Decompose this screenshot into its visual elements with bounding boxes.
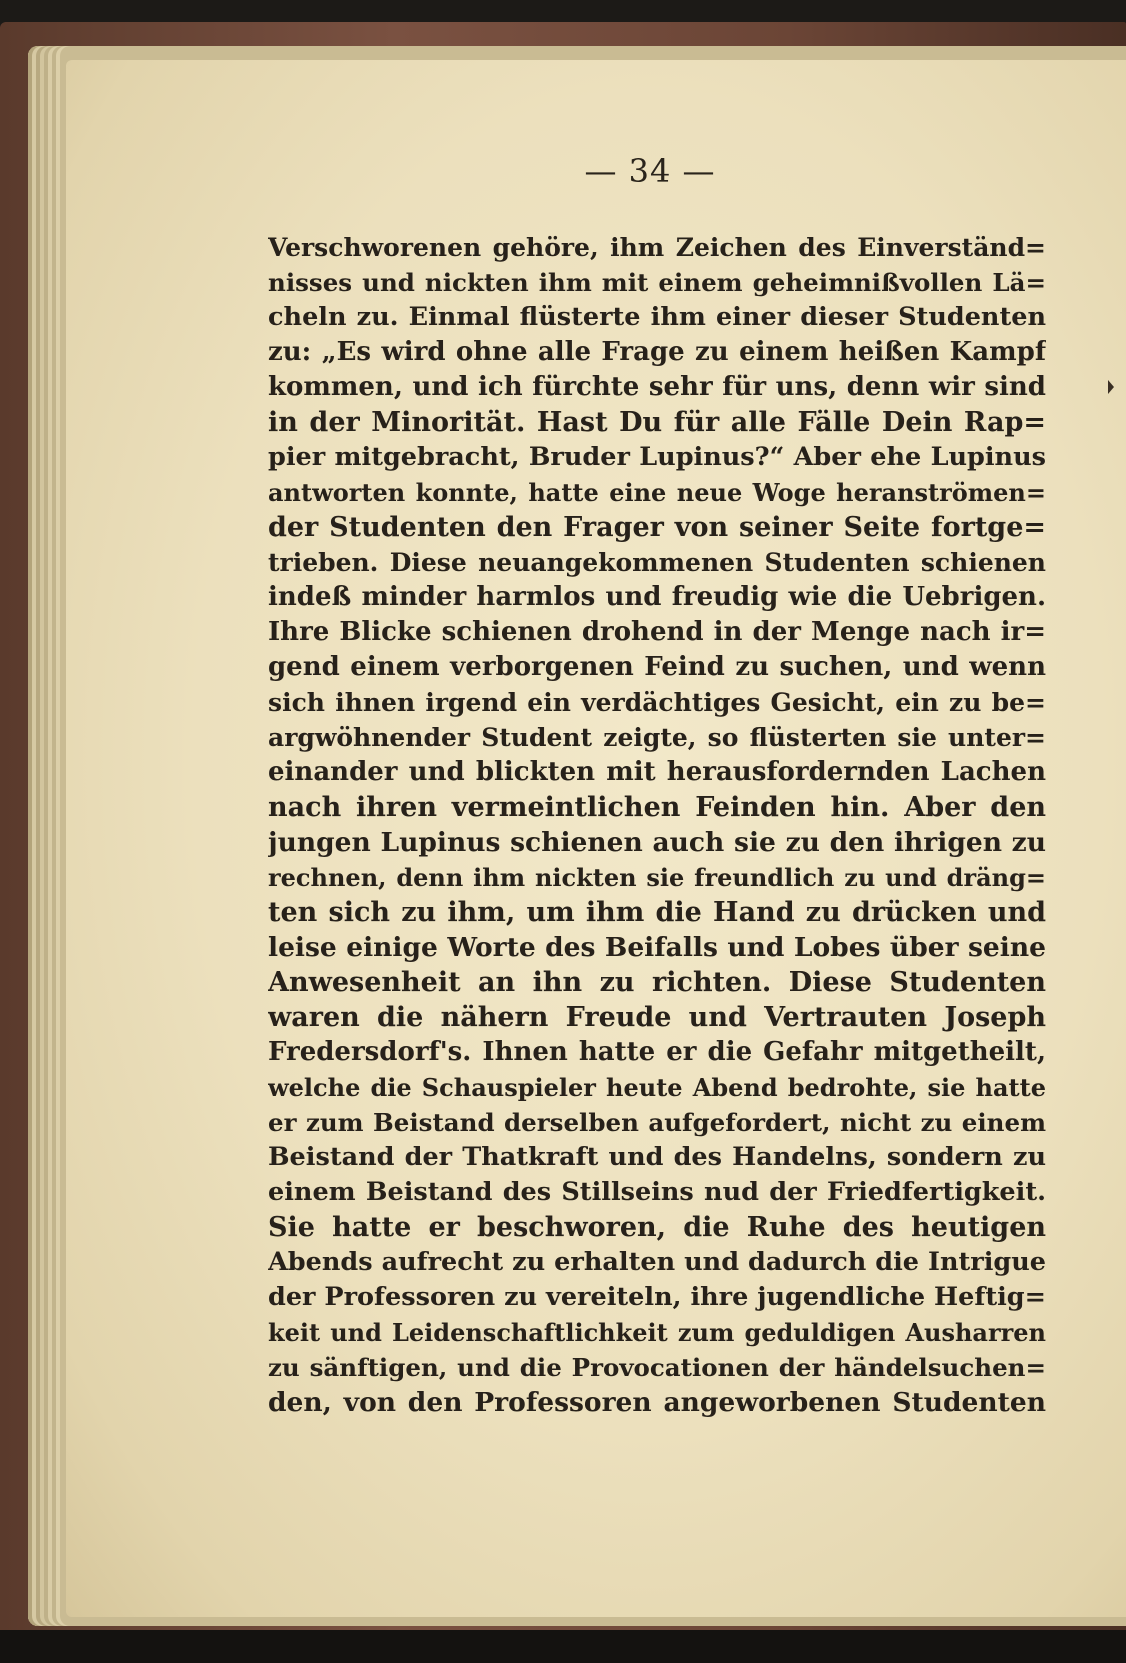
text-line: argwöhnender Student zeigte, so flüsterten sie unter= xyxy=(268,723,1046,752)
text-line: trieben. Diese neuangekommenen Studenten schienen xyxy=(268,548,1046,577)
text-line: waren die nähern Freude und Vertrauten Joseph xyxy=(268,1002,1046,1033)
text-line: zu sänftigen, und die Provocationen der händelsuchen= xyxy=(268,1353,1046,1382)
text-line: den, von den Professoren angeworbenen Studenten xyxy=(268,1387,1046,1418)
text-line: einem Beistand des Stillseins nud der Friedfertigkeit. xyxy=(268,1177,1046,1207)
text-line: sich ihnen irgend ein verdächtiges Gesicht, ein zu be= xyxy=(268,688,1046,717)
text-line: einander und blickten mit herausfordernden Lachen xyxy=(268,757,1046,787)
text-line: Verschworenen gehöre, ihm Zeichen des Einverständ= xyxy=(268,233,1046,262)
text-line: nisses und nickten ihm mit einem geheimnißvollen Lä= xyxy=(268,268,1046,297)
text-line: der Professoren zu vereiteln, ihre jugendliche Heftig= xyxy=(268,1282,1046,1312)
text-line: welche die Schauspieler heute Abend bedrohte, sie hatte xyxy=(268,1073,1046,1102)
text-line: nach ihren vermeintlichen Feinden hin. Aber den xyxy=(268,792,1046,823)
text-line: zu: „Es wird ohne alle Frage zu einem heißen Kampf xyxy=(268,337,1046,367)
text-line: gend einem verborgenen Feind zu suchen, und wenn xyxy=(268,652,1046,682)
text-line: indeß minder harmlos und freudig wie die Uebrigen. xyxy=(268,582,1046,612)
text-line: pier mitgebracht, Bruder Lupinus?“ Aber ehe Lupinus xyxy=(268,442,1046,472)
text-line: jungen Lupinus schienen auch sie zu den ihrigen zu xyxy=(268,827,1046,858)
text-line: Beistand der Thatkraft und des Handelns, sondern zu xyxy=(268,1142,1046,1172)
body-text xyxy=(268,230,1046,1420)
text-line: leise einige Worte des Beifalls und Lobes über seine xyxy=(268,932,1046,963)
text-line: cheln zu. Einmal flüsterte ihm einer dieser Studenten xyxy=(268,302,1046,332)
text-line: rechnen, denn ihm nickten sie freundlich zu und dräng= xyxy=(268,863,1046,892)
text-line: Fredersdorf's. Ihnen hatte er die Gefahr mitgetheilt, xyxy=(268,1037,1046,1067)
text-line: Abends aufrecht zu erhalten und dadurch die Intrigue xyxy=(268,1247,1046,1277)
text-line: in der Minorität. Hast Du für alle Fälle Dein Rap= xyxy=(268,407,1046,438)
text-line: antworten konnte, hatte eine neue Woge heranströmen= xyxy=(268,478,1046,507)
text-line: Sie hatte er beschworen, die Ruhe des heutigen xyxy=(268,1212,1046,1243)
text-line: er zum Beistand derselben aufgefordert, nicht zu einem xyxy=(268,1108,1046,1137)
text-line: Anwesenheit an ihn zu richten. Diese Studenten xyxy=(268,967,1046,998)
text-line: keit und Leidenschaftlichkeit zum geduldigen Ausharren xyxy=(268,1318,1046,1347)
text-line: ten sich zu ihm, um ihm die Hand zu drücken und xyxy=(268,897,1046,928)
text-line: der Studenten den Frager von seiner Seite fortge= xyxy=(268,512,1046,543)
text-line: Ihre Blicke schienen drohend in der Menge nach ir= xyxy=(268,617,1046,647)
scan-bottom-edge xyxy=(0,1630,1126,1663)
text-line: kommen, und ich fürchte sehr für uns, denn wir sind xyxy=(268,372,1046,402)
page-number: — 34 — xyxy=(584,152,716,190)
